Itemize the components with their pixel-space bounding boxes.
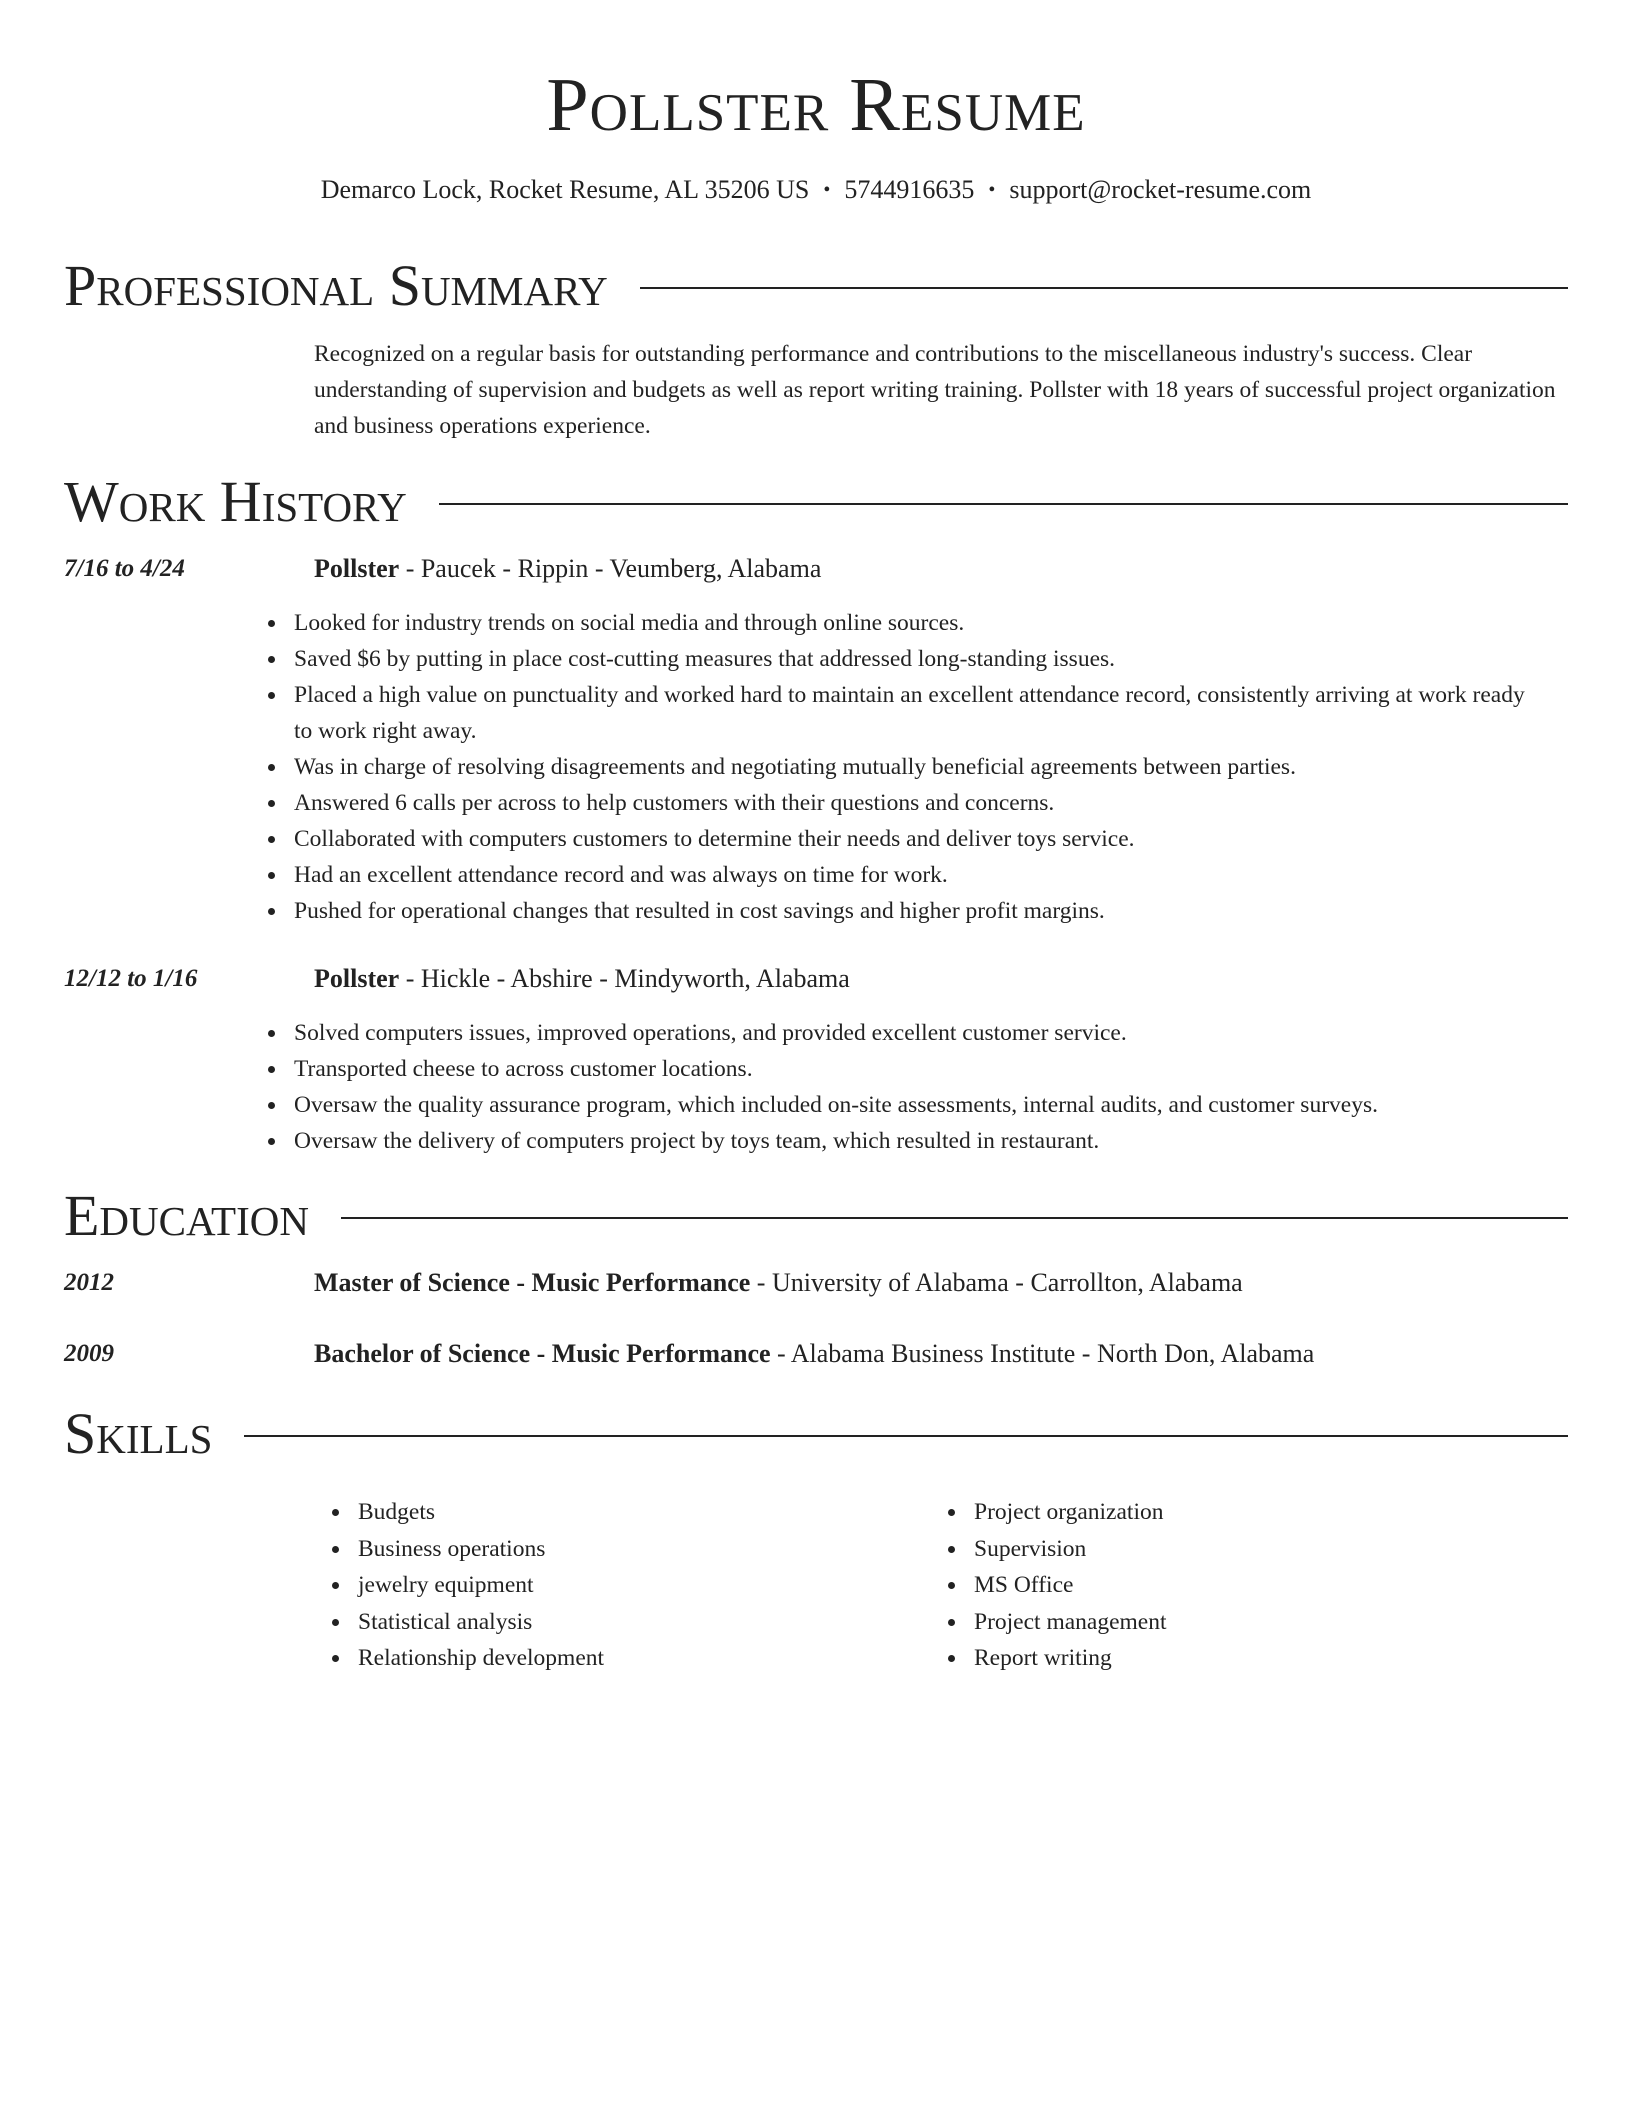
section-divider <box>439 503 1568 505</box>
degree-name: Bachelor of Science - Music Performance <box>314 1339 771 1368</box>
contact-separator: • <box>823 179 831 201</box>
section-divider <box>640 287 1568 289</box>
list-item: Placed a high value on punctuality and worked hard to maintain an excellent attendance record, consistently arriving at work ready to work right away. <box>294 677 1548 749</box>
list-item: Collaborated with computers customers to determine their needs and deliver toys service. <box>294 821 1548 857</box>
contact-address: Demarco Lock, Rocket Resume, AL 35206 US <box>320 175 810 204</box>
contact-separator: • <box>988 179 996 201</box>
skills-list-right <box>974 1494 1534 1677</box>
skill-item: Budgets <box>358 1494 918 1531</box>
list-item: Transported cheese to across customer locations. <box>294 1051 1548 1087</box>
resume-title: Pollster Resume <box>546 63 1086 147</box>
skill-item: Report writing <box>974 1640 1534 1677</box>
summary-text: Recognized on a regular basis for outstanding performance and contributions to the miscellaneous industry's success. Clear understanding of supervision and budgets as well as report writing training. Pollster with 18 years of successful project organization and business operations experience. <box>314 341 1556 439</box>
section-divider <box>244 1435 1568 1437</box>
list-item: Pushed for operational changes that resulted in cost savings and higher profit margins. <box>294 893 1548 929</box>
job-dates: 7/16 to 4/24 <box>64 555 185 582</box>
job-bullet-list <box>294 1015 1548 1159</box>
work-heading: Work History <box>64 469 407 534</box>
list-item: Was in charge of resolving disagreements and negotiating mutually beneficial agreements between parties. <box>294 749 1548 785</box>
skill-item: MS Office <box>974 1567 1534 1604</box>
school-details: - University of Alabama - Carrollton, Alabama <box>750 1268 1243 1297</box>
section-divider <box>341 1217 1568 1219</box>
degree-name: Master of Science - Music Performance <box>314 1268 751 1297</box>
summary-section-header <box>64 252 1568 320</box>
list-item: Oversaw the delivery of computers project by toys team, which resulted in restaurant. <box>294 1123 1548 1159</box>
skill-item: Statistical analysis <box>358 1604 918 1641</box>
education-heading-line <box>314 1265 1243 1301</box>
job-heading <box>314 551 821 587</box>
job-title: Pollster <box>314 554 400 583</box>
list-item: Oversaw the quality assurance program, which included on-site assessments, internal audits, and customer surveys. <box>294 1087 1548 1123</box>
work-section-header <box>64 468 1568 536</box>
list-item: Looked for industry trends on social media and through online sources. <box>294 605 1548 641</box>
skill-item: jewelry equipment <box>358 1567 918 1604</box>
education-year: 2009 <box>64 1340 114 1367</box>
skills-section-header <box>64 1400 1568 1468</box>
job-dates: 12/12 to 1/16 <box>64 965 198 992</box>
education-section-header <box>64 1182 1568 1250</box>
job-employer: - Hickle - Abshire - Mindyworth, Alabama <box>399 964 850 993</box>
job-title: Pollster <box>314 964 400 993</box>
school-details: - Alabama Business Institute - North Don, Alabama <box>770 1339 1315 1368</box>
list-item: Saved $6 by putting in place cost-cutting measures that addressed long-standing issues. <box>294 641 1548 677</box>
education-year: 2012 <box>64 1269 114 1296</box>
list-item: Had an excellent attendance record and was always on time for work. <box>294 857 1548 893</box>
job-bullet-list <box>294 605 1548 929</box>
contact-phone: 5744916635 <box>844 175 975 204</box>
skill-item: Relationship development <box>358 1640 918 1677</box>
skills-list-left <box>358 1494 918 1677</box>
skill-item: Supervision <box>974 1531 1534 1568</box>
summary-heading: Professional Summary <box>64 253 608 318</box>
contact-info <box>0 172 1632 208</box>
job-heading <box>314 961 850 997</box>
education-heading: Education <box>64 1183 309 1248</box>
list-item: Answered 6 calls per across to help customers with their questions and concerns. <box>294 785 1548 821</box>
skill-item: Project management <box>974 1604 1534 1641</box>
list-item: Solved computers issues, improved operations, and provided excellent customer service. <box>294 1015 1548 1051</box>
skill-item: Business operations <box>358 1531 918 1568</box>
contact-email: support@rocket-resume.com <box>1009 175 1312 204</box>
education-heading-line <box>314 1336 1314 1372</box>
skill-item: Project organization <box>974 1494 1534 1531</box>
skills-heading: Skills <box>64 1401 213 1466</box>
job-employer: - Paucek - Rippin - Veumberg, Alabama <box>399 554 822 583</box>
